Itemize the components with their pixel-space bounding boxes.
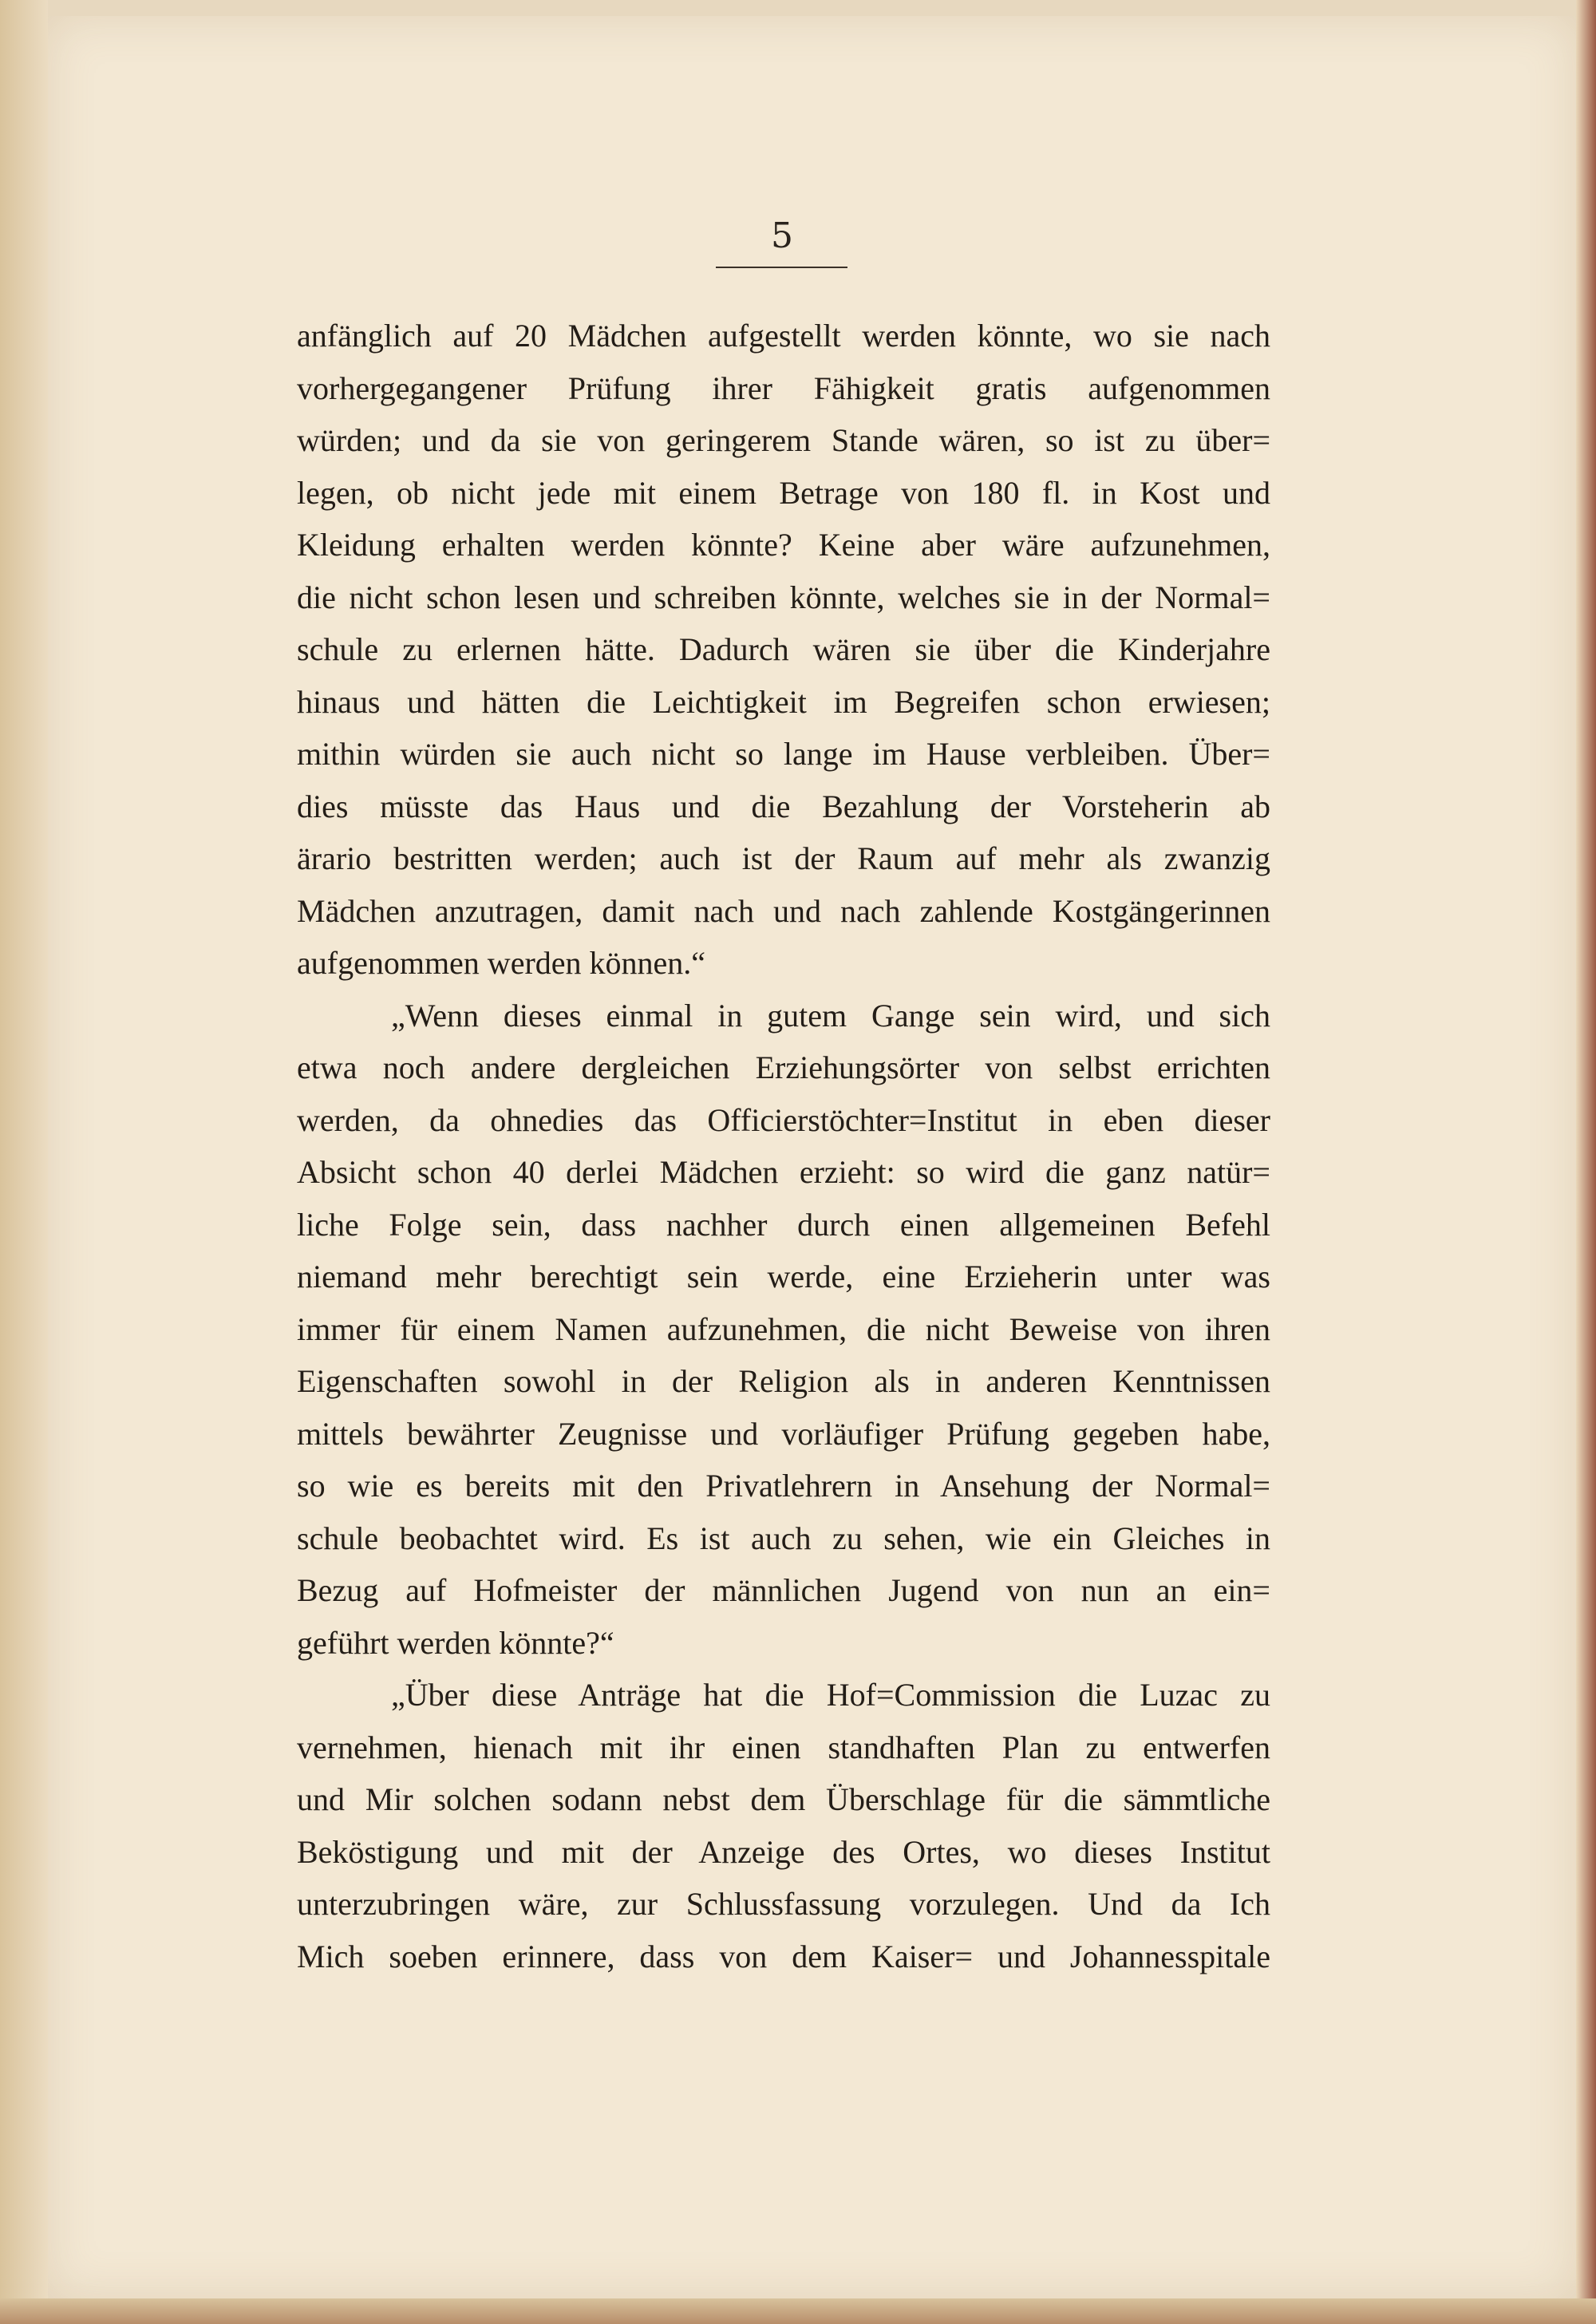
text-line: vorhergegangener Prüfung ihrer Fähigkeit gratis aufgenommen bbox=[297, 370, 1270, 406]
text-line: „Über diese Anträge hat die Hof=Commission die Luzac zu bbox=[391, 1677, 1270, 1713]
text-line: niemand mehr berechtigt sein werde, eine Erzieherin unter was bbox=[297, 1259, 1270, 1294]
text-line: Absicht schon 40 derlei Mädchen erzieht: so wird die ganz natür= bbox=[297, 1154, 1270, 1190]
text-line: geführt werden könnte?“ bbox=[297, 1624, 614, 1661]
text-line: unterzubringen wäre, zur Schlussfassung vorzulegen. Und da Ich bbox=[297, 1886, 1270, 1922]
page-number-rule bbox=[716, 267, 847, 268]
text-line: Beköstigung und mit der Anzeige des Ortes, wo dieses Institut bbox=[297, 1833, 1270, 1870]
page-edge-right bbox=[1576, 0, 1596, 2324]
text-line: schule beobachtet wird. Es ist auch zu sehen, wie ein Gleiches in bbox=[297, 1520, 1270, 1556]
text-line: werden, da ohnedies das Officierstöchter=Institut in eben dieser bbox=[297, 1101, 1270, 1138]
text-line: und Mir solchen sodann nebst dem Überschlage für die sämmtliche bbox=[297, 1781, 1270, 1817]
text-line: hinaus und hätten die Leichtigkeit im Begreifen schon erwiesen; bbox=[297, 683, 1270, 720]
text-line: Eigenschaften sowohl in der Religion als in anderen Kenntnissen bbox=[297, 1363, 1270, 1399]
text-line: so wie es bereits mit den Privatlehrern in Ansehung der Normal= bbox=[297, 1468, 1270, 1504]
text-line: legen, ob nicht jede mit einem Betrage von 180 fl. in Kost und bbox=[297, 474, 1270, 511]
text-line: etwa noch andere dergleichen Erziehungsörter von selbst errichten bbox=[297, 1049, 1270, 1085]
text-line: die nicht schon lesen und schreiben könnte, welches sie in der Normal= bbox=[297, 579, 1270, 615]
text-line: Kleidung erhalten werden könnte? Keine aber wäre aufzunehmen, bbox=[297, 527, 1270, 563]
text-line: aufgenommen werden können.“ bbox=[297, 945, 706, 981]
text-line: vernehmen, hienach mit ihr einen standhaften Plan zu entwerfen bbox=[297, 1729, 1270, 1765]
text-line: Bezug auf Hofmeister der männlichen Jugend von nun an ein= bbox=[297, 1572, 1270, 1608]
text-line: dies müsste das Haus und die Bezahlung der Vorsteherin ab bbox=[297, 788, 1270, 824]
text-line: ärario bestritten werden; auch ist der Raum auf mehr als zwanzig bbox=[297, 840, 1270, 876]
body-text bbox=[297, 310, 1270, 1982]
page-number: 5 bbox=[771, 215, 793, 256]
text-line: „Wenn dieses einmal in gutem Gange sein wird, und sich bbox=[391, 997, 1270, 1034]
page-edge-bottom bbox=[0, 2298, 1596, 2324]
page-edge-left bbox=[0, 0, 48, 2324]
text-line: liche Folge sein, dass nachher durch einen allgemeinen Befehl bbox=[297, 1206, 1270, 1243]
text-line: schule zu erlernen hätte. Dadurch wären sie über die Kinderjahre bbox=[297, 631, 1270, 667]
text-line: anfänglich auf 20 Mädchen aufgestellt werden könnte, wo sie nach bbox=[297, 318, 1270, 354]
text-line: Mädchen anzutragen, damit nach und nach zahlende Kostgängerinnen bbox=[297, 892, 1270, 929]
text-line: immer für einem Namen aufzunehmen, die nicht Beweise von ihren bbox=[297, 1310, 1270, 1347]
text-line: mithin würden sie auch nicht so lange im Hause verbleiben. Über= bbox=[297, 736, 1270, 772]
text-line: Mich soeben erinnere, dass von dem Kaiser= und Johannesspitale bbox=[297, 1938, 1270, 1974]
text-line: würden; und da sie von geringerem Stande wären, so ist zu über= bbox=[297, 422, 1270, 458]
text-line: mittels bewährter Zeugnisse und vorläufiger Prüfung gegeben habe, bbox=[297, 1415, 1270, 1452]
